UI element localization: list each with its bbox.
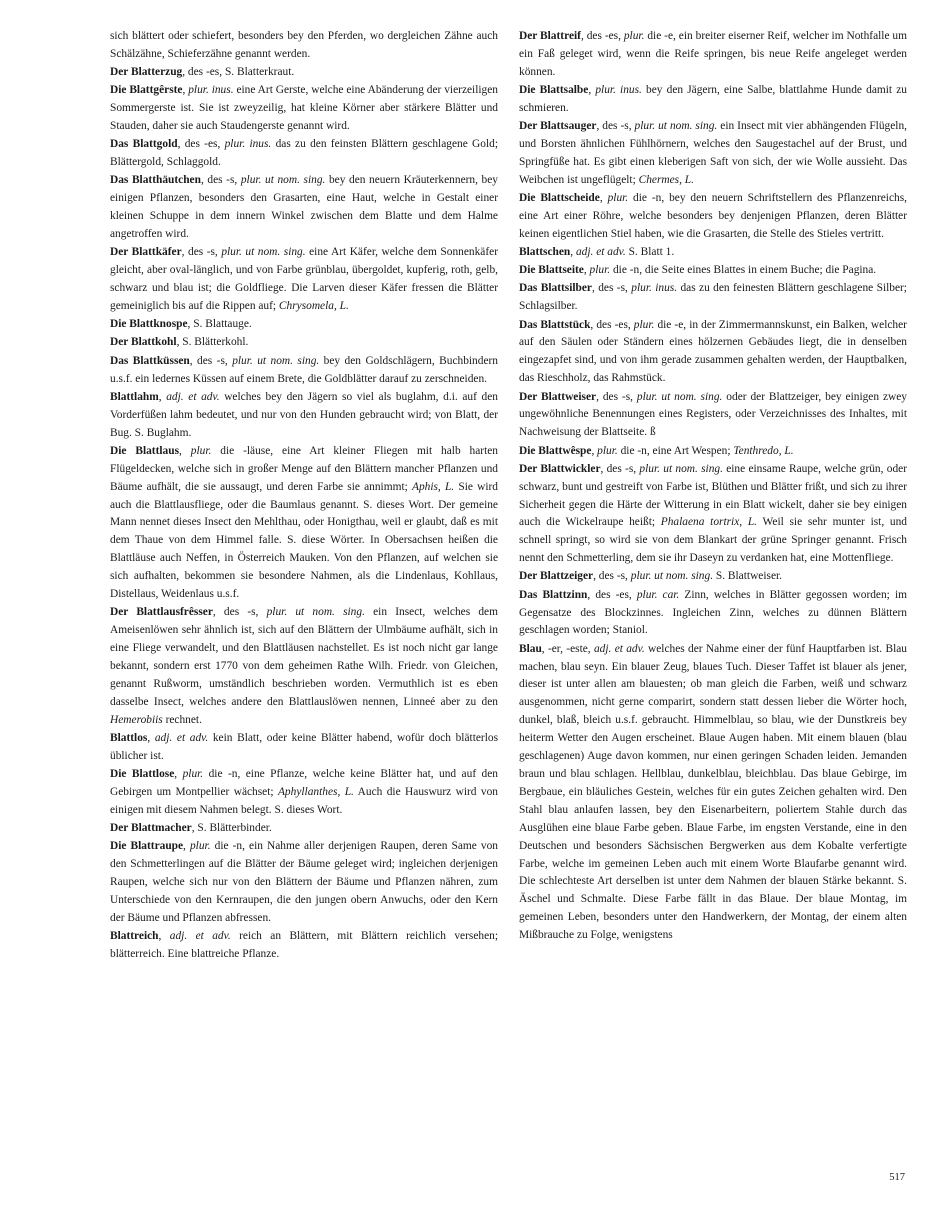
dictionary-entry bbox=[519, 641, 907, 945]
dictionary-entry bbox=[519, 280, 907, 316]
entry-text: , des -s, bbox=[592, 282, 632, 295]
left-column bbox=[110, 28, 498, 964]
entry-italic-text: plur. ut nom. sing. bbox=[636, 390, 723, 403]
entry-text: , des -es, bbox=[580, 30, 624, 42]
entry-headword: Das Blattsilber bbox=[519, 282, 592, 295]
entry-text: ein Insect, welches dem Ameisenlöwen sehr ähnlich ist, sich auf den Blättern der Ulmbäume aufhält, sich in eine Fliege verwandelt, und den Blattläusen nachstellet. Es ist noch nicht gar lange bekannt, sondern erst 1770 von dem geheimen Rathe Wilh. Friedr. von Gleichen, genannt Rußworm, umständlich beschrieben worden. Vermuthlich ist es eben dasselbe Insect, welches andere den Blattlauslöwen nennen, Linneé aber zu den bbox=[110, 606, 498, 708]
dictionary-entry bbox=[110, 730, 498, 766]
entry-italic-text: plur. ut nom. sing. bbox=[240, 174, 326, 187]
entry-headword: Der Blatterzug bbox=[110, 66, 183, 79]
entry-headword: Der Blattweiser bbox=[519, 390, 597, 403]
entry-italic-text: plur. bbox=[633, 318, 655, 331]
dictionary-entry bbox=[519, 389, 907, 443]
entry-text: das zu den feinesten Blättern geschlagene Silber; Schlagsilber. bbox=[519, 282, 907, 313]
entry-headword: Die Blattknospe bbox=[110, 318, 188, 331]
entry-text: die -e, in der Zimmermannskunst, ein Balken, welcher auf den Säulen oder Ständern eines hölzernen Gebäudes liegt, die in denselben eingezapfet sind, und von ihm gerade zusammen gehalten werden, der Hauptbalken, das Rieschholz, das Rahmstück. bbox=[519, 318, 907, 385]
dictionary-entry bbox=[110, 766, 498, 820]
entry-italic-text: plur. ut nom. sing. bbox=[266, 606, 365, 619]
entry-headword: Der Blattkohl bbox=[110, 336, 177, 349]
entry-text: , S. Blattauge. bbox=[187, 318, 252, 331]
entry-text: , des -s, bbox=[189, 354, 233, 367]
entry-italic-text: plur. bbox=[589, 264, 611, 277]
entry-text: , S. Blätterbinder. bbox=[191, 822, 272, 835]
entry-italic-text: plur. inus. bbox=[188, 84, 234, 97]
entry-text: sich blättert oder schiefert, besonders bey den Pferden, wo dergleichen Zähne auch Schälzähne, Schieferzähne genannt werden. bbox=[110, 30, 498, 60]
entry-text: , bbox=[182, 84, 189, 97]
entry-italic-text: Chrysomela, L. bbox=[278, 300, 349, 313]
dictionary-entry bbox=[110, 389, 498, 443]
entry-text: , des -es, bbox=[177, 138, 225, 151]
dictionary-entry bbox=[110, 604, 498, 729]
entry-headword: Blau bbox=[519, 642, 542, 655]
entry-headword: Die Blattwêspe bbox=[519, 444, 592, 457]
entry-italic-text: adj. et adv. bbox=[166, 390, 220, 403]
entry-text: Weil sie sehr munter ist, und schnell springt, so wird sie von dem Blankart der grüne Springer genannt. Frisch nennt den Schmetterling, dem sie ihr Daseyn zu verdanken hat, eine Mottenfliege. bbox=[519, 516, 907, 565]
entry-italic-text: plur. inus. bbox=[595, 84, 642, 97]
entry-headword: Die Blattgêrste bbox=[110, 84, 183, 97]
dictionary-entry bbox=[519, 118, 907, 190]
dictionary-entry bbox=[110, 838, 498, 928]
dictionary-entry bbox=[110, 820, 498, 838]
entry-text: die -läuse, eine Art kleiner Fliegen mit halb harten Flügeldecken, welche sich in großer Menge auf den Blättern mancher Pflanzen und Bäume aufhält, die sie aussaugt, und deren Farbe sie annimmt; bbox=[110, 444, 498, 493]
entry-text: reich an Blättern, mit Blättern reichlich versehen; blätterreich. Eine blattreiche Pflanze. bbox=[110, 930, 498, 960]
entry-text: die -n, die Seite eines Blattes in einem Buche; die Pagina. bbox=[610, 264, 877, 277]
entry-italic-text: plur. car. bbox=[636, 588, 680, 601]
dictionary-entry bbox=[519, 587, 907, 641]
entry-headword: Der Blattreif bbox=[519, 30, 581, 42]
entry-text: ein Insect mit vier abhängenden Flügeln, und Borsten ähnlichen Fühlhörnern, welches den Saugestachel auf der Brust, und Springfüße hat. Es gibt einen kleberigen Saft von sich, der wie Wolle aussieht. Das Weibchen ist ungeflügelt; bbox=[519, 120, 907, 186]
dictionary-entry bbox=[110, 28, 498, 64]
dictionary-entry bbox=[519, 190, 907, 244]
entry-headword: Der Blattkäfer bbox=[110, 246, 182, 259]
dictionary-entry bbox=[519, 262, 907, 280]
entry-text: , bbox=[591, 444, 598, 457]
entry-text: , des -es, bbox=[590, 318, 634, 331]
entry-text: die -n, eine Pflanze, welche keine Blätter hat, und auf den Gebirgen um Montpellier wächset; bbox=[110, 768, 498, 798]
entry-text: welches der Nahme einer der fünf Hauptfarben ist. Blau machen, blau seyn. Ein blauer Zeug, blaues Tuch. Dieser Taffet ist blauer als jener, dieser ist unter allen am blauesten; ob man gleich die Farben, weiß und schwarz ausgenommen, nicht gerne comparirt, sondern statt dessen lieber die Wörter hoch, dunkel, blaß, bleich u.s.f. gebraucht. Himmelblau, so blau, wie der Dunstkreis bey heiterm Wetter den Augen erscheinet. Blaue Augen haben. Mit einem blauen (blau geschlagenen) Auge davon kommen, nur einen geringen Schaden leiden. Jemanden braun und blau schlagen. Hellblau, dunkelblau, bleichblau. Das blaue Gebirge, im Bergbaue, ein bläuliches Gestein, welches für ein gutes Zeichen gehalten wird. Den Stahl blau anlaufen lassen, bey den Eisenarbeitern, poliertem Stahle durch das Ausglühen eine blaue Farbe geben. Blaue Farbe, im engsten Verstande, eine in den Deutschen und besonders Sächsischen Bergwerken aus dem Kobalte verfertigte Farbe, welche im gemeinen Leben auch mit einem Worte Blaufarbe genannt wird. Die schlechteste Art derselben ist unter dem Nahmen der blauen Stärke bekannt. S. Äschel und Schmalte. Diese Farbe fällt in das Blaue. Der blaue Montag, im gemeinen Leben, besonders unter den Handwerkern, der Montag, der einem alten Mißbrauche zu Folge, wenigstens bbox=[519, 642, 907, 942]
entry-italic-text: plur. ut nom. sing. bbox=[232, 354, 320, 367]
entry-text: bey den Jägern, eine Salbe, blattlahme Hunde damit zu schmieren. bbox=[519, 84, 907, 114]
entry-text: , bbox=[588, 84, 596, 97]
dictionary-entry bbox=[519, 244, 907, 262]
entry-headword: Der Blattsauger bbox=[519, 120, 597, 133]
entry-text: oder der Blattzeiger, bey einigen zwey ungewöhnliche Benennungen eines Registers, oder Verzeichnisses des Inhaltes, mit Nachweisung der Blattseite. ß bbox=[519, 390, 907, 439]
entry-headword: Das Blattgold bbox=[110, 138, 178, 151]
entry-headword: Das Blatthäutchen bbox=[110, 174, 201, 187]
entry-italic-text: Hemerobiis bbox=[110, 713, 163, 726]
entry-headword: Das Blattzinn bbox=[519, 588, 588, 601]
dictionary-entry bbox=[519, 28, 907, 82]
entry-text: bey den Goldschlägern, Buchbindern u.s.f. ein ledernes Küssen auf einem Brete, die Goldblätter darauf zu zerschneiden. bbox=[110, 354, 498, 385]
dictionary-entry bbox=[519, 82, 907, 118]
entry-italic-text: plur. inus. bbox=[631, 282, 678, 295]
entry-text: bey den neuern Kräuterkennern, bey einigen Pflanzen, besonders den Grasarten, eine Haut, welche in Gestalt einer kleinen Schuppe in dem innern Winkel zwischen dem Blatte und dem Halme angetroffen wird. bbox=[110, 174, 499, 241]
dictionary-entry bbox=[110, 334, 498, 352]
entry-headword: Die Blattraupe bbox=[110, 840, 184, 853]
page-number: 517 bbox=[889, 1172, 905, 1183]
entry-text: die -n, eine Art Wespen; bbox=[617, 444, 734, 457]
entry-text: die -n, bey den neuern Schriftstellern des Pflanzenreichs, eine Art einer Röhre, welche besonders bey denjenigen Pflanzen, deren Blätter keinen eigentlichen Stiel haben, wie die Grasarten, die Stelle des Stieles vertritt. bbox=[519, 192, 908, 240]
dictionary-entry bbox=[110, 82, 498, 136]
entry-italic-text: plur. bbox=[597, 444, 618, 457]
entry-text: die -n, ein Nahme aller derjenigen Raupen, deren Same von den Schmetterlingen auf die Blätter der Bäume geleget wird; ingleichen derjenigen Raupen, welche sich nur von den Blättern der Bäume und Pflanzen nähren, zum Unterschiede von den Kernraupen, die den jungen obern Anwuchs, oder den Kern der Bäume und Pflanzen abfressen. bbox=[110, 840, 498, 924]
entry-italic-text: Aphis, L. bbox=[411, 480, 455, 493]
dictionary-entry bbox=[110, 443, 498, 604]
dictionary-entry bbox=[519, 317, 907, 389]
entry-headword: Das Blattküssen bbox=[110, 354, 190, 367]
entry-headword: Der Blattwickler bbox=[519, 462, 601, 475]
entry-text: , des -s, bbox=[600, 462, 640, 475]
entry-text: Sie wird auch die Blattlausfliege, oder die Baumlaus genannt. S. dieses Wort. Der gemeine Mann nennet dieses Insect den Mehlthau, oder Honigthau, weil er glaubt, daß es mit dem Thaue von dem Himmel falle. S. diese Wörter. In Obersachsen heißen die Blattläuse auch Neffen, in Österreich Mauken. Von den Pflanzen, auf welchen sie sich aufhalten, bekommen sie besondere Nahmen, als die Lindenlaus, Kohllaus, Distellaus, Weidenlaus u.s.f. bbox=[110, 480, 498, 601]
right-column bbox=[519, 28, 907, 945]
entry-headword: Die Blattsalbe bbox=[519, 84, 589, 97]
dictionary-entry bbox=[110, 172, 498, 244]
entry-text: das zu den feinsten Blättern geschlagene Gold; Blättergold, Schlaggold. bbox=[110, 138, 498, 169]
entry-text: eine Art Käfer, welche dem Sonnenkäfer gleicht, aber oval-länglich, und von Farbe grünblau, übergoldet, kupferig, roth, gelb, schwarz und blau ist; die Goldfliege. Die Larven dieser Käfer fressen die Blätter gemeiniglich bis auf die Rippen auf; bbox=[110, 246, 498, 313]
entry-text: , S. Blätterkohl. bbox=[176, 336, 249, 349]
entry-text: , bbox=[179, 444, 191, 457]
entry-headword: Blattlos bbox=[110, 731, 148, 744]
dictionary-entry bbox=[110, 928, 498, 964]
entry-headword: Das Blattstück bbox=[519, 318, 591, 331]
entry-headword: Die Blattlose bbox=[110, 768, 175, 781]
entry-headword: Der Blattlausfrêsser bbox=[110, 606, 213, 619]
entry-italic-text: plur. ut nom. sing. bbox=[639, 462, 723, 475]
entry-text: , des -s, bbox=[596, 390, 637, 403]
entry-italic-text: plur. bbox=[623, 30, 645, 42]
entry-text: , -er, -este, bbox=[541, 642, 594, 655]
dictionary-entry bbox=[110, 64, 498, 82]
entry-text: , bbox=[158, 930, 170, 943]
entry-headword: Die Blattlaus bbox=[110, 444, 180, 457]
entry-italic-text: adj. et adv. bbox=[575, 246, 626, 259]
entry-text: , des -s, bbox=[181, 246, 222, 259]
dictionary-entry bbox=[110, 136, 498, 172]
entry-text: , des -s, bbox=[596, 120, 635, 133]
entry-italic-text: plur. ut nom. sing. bbox=[630, 570, 714, 583]
entry-text: , bbox=[174, 768, 183, 781]
entry-text: Zinn, welches in Blätter gegossen worden; im Gegensatze des Blockzinnes. Ingleichen Zinn, welches zu dünnen Blättern geschlagen worden; Staniol. bbox=[519, 588, 907, 637]
entry-text: eine Art Gerste, welche eine Abänderung der vierzeiligen Sommergerste ist. Sie ist zweyzeilig, hat kleine Körner aber stärkere Blätter und Stauden, daher sie auch Staudengerste genannt wird. bbox=[110, 84, 498, 133]
entry-text: kein Blatt, oder keine Blätter habend, wofür doch blätterlos üblicher ist. bbox=[110, 731, 498, 762]
entry-italic-text: plur. inus. bbox=[224, 138, 272, 151]
entry-italic-text: plur. bbox=[190, 444, 212, 457]
entry-text: , bbox=[599, 192, 608, 205]
entry-italic-text: Phalaena tortrix, L. bbox=[660, 516, 758, 529]
entry-italic-text: adj. et adv. bbox=[593, 642, 645, 655]
dictionary-entry bbox=[110, 244, 498, 316]
entry-text: , des -s, bbox=[593, 570, 631, 583]
dictionary-entry bbox=[519, 461, 907, 568]
entry-headword: Der Blattzeiger bbox=[519, 570, 594, 583]
entry-italic-text: Aphyllanthes, L. bbox=[277, 785, 354, 798]
dictionary-entry bbox=[110, 353, 498, 389]
entry-italic-text: Chermes, L. bbox=[638, 173, 694, 186]
entry-text: , bbox=[183, 840, 190, 853]
entry-italic-text: Tenthredo, L. bbox=[733, 444, 794, 457]
entry-headword: Blattschen bbox=[519, 246, 571, 259]
dictionary-entry bbox=[519, 443, 907, 461]
entry-italic-text: adj. et adv. bbox=[154, 731, 209, 744]
entry-text: rechnet. bbox=[162, 713, 202, 726]
entry-italic-text: plur. bbox=[189, 840, 211, 853]
entry-headword: Die Blattscheide bbox=[519, 192, 600, 205]
entry-text: , des -s, bbox=[212, 606, 267, 619]
entry-italic-text: plur. bbox=[182, 768, 204, 781]
entry-italic-text: plur. bbox=[607, 192, 629, 205]
entry-headword: Blattlahm bbox=[110, 390, 159, 403]
dictionary-entry bbox=[110, 316, 498, 334]
entry-headword: Der Blattmacher bbox=[110, 822, 192, 835]
entry-headword: Blattreich bbox=[110, 930, 159, 943]
entry-text: , des -es, bbox=[587, 588, 637, 601]
entry-headword: Die Blattseite bbox=[519, 264, 584, 277]
entry-text: , bbox=[158, 390, 167, 403]
entry-text: welches bey den Jägern so viel als buglahm, d.i. auf den Vorderfüßen lahm bedeutet, und nur von den Hunden gebraucht wird; von Blatt, der Bug. S. Buglahm. bbox=[110, 390, 498, 439]
entry-italic-text: plur. ut nom. sing. bbox=[221, 246, 306, 259]
entry-text: S. Blattweiser. bbox=[713, 570, 783, 583]
dictionary-entry bbox=[519, 568, 907, 586]
entry-text: , des -s, bbox=[200, 174, 241, 187]
entry-text: Auch die Hauswurz wird von einigen mit diesem Nahmen belegt. S. dieses Wort. bbox=[110, 785, 498, 816]
entry-text: , bbox=[147, 731, 155, 744]
entry-text: , bbox=[583, 264, 590, 277]
entry-text: S. Blatt 1. bbox=[625, 246, 675, 259]
entry-italic-text: plur. ut nom. sing. bbox=[634, 120, 718, 133]
entry-text: , bbox=[570, 246, 576, 259]
entry-text: die -e, ein breiter eiserner Reif, welcher im Nothfalle um ein Faß geleget wird, wenn die Reife springen, bis neue Reife angeleget werden können. bbox=[519, 30, 907, 78]
entry-text: eine einsame Raupe, welche grün, oder schwarz, bunt und gestreift von Farbe ist, Blüthen und Blätter frißt, und sich zu ihrer Sicherheit gegen die Härte der Witterung in ein Blatt wickelt, daher sie bey einigen auch die Wickelraupe heißt; bbox=[519, 462, 907, 529]
entry-text: , des -es, S. Blatterkraut. bbox=[182, 66, 295, 79]
entry-italic-text: adj. et adv. bbox=[169, 930, 231, 943]
